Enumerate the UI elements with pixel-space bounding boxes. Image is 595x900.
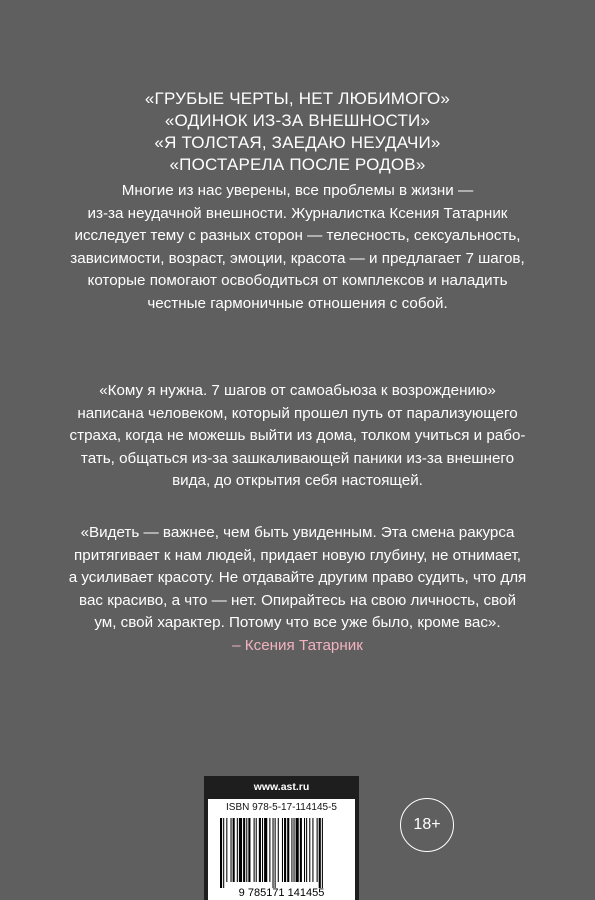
barcode-bar — [223, 818, 224, 888]
about-line: вида, до открытия себя настоящей. — [172, 472, 423, 489]
blurb-line: «ПОСТАРЕЛА ПОСЛЕ РОДОВ» — [169, 155, 426, 174]
barcode-label — [208, 799, 355, 900]
barcode-bar — [291, 818, 292, 882]
intro-paragraph — [0, 180, 595, 315]
barcode-bar — [246, 818, 247, 882]
quote-author: – Ксения Татарник — [232, 636, 363, 654]
barcode-bar — [287, 818, 289, 882]
quote-line: вас красиво, а что — нет. Опирайтесь на свою личность, свой — [79, 591, 516, 609]
about-line: тать, общаться из-за зашкаливающей паники из-за внешнего — [80, 449, 515, 467]
barcode-bar — [269, 818, 270, 882]
barcode-bar — [233, 818, 235, 882]
barcode-bar — [239, 818, 242, 882]
barcode-bar — [294, 818, 295, 882]
publisher-website: www.ast.ru — [253, 781, 310, 793]
intro-line: Многие из нас уверены, все проблемы в жизни — — [121, 182, 474, 199]
barcode-bar — [306, 818, 307, 882]
barcode-bar — [317, 818, 318, 882]
blurb-line: «ОДИНОК ИЗ-ЗА ВНЕШНОСТИ» — [164, 111, 431, 130]
barcode-bar — [300, 818, 302, 882]
barcode-bar — [248, 818, 250, 882]
barcode-bar — [237, 818, 238, 882]
barcode-bar — [278, 818, 279, 882]
barcode-bar — [284, 818, 286, 882]
barcode-bar — [243, 818, 245, 882]
blurb-quotes — [0, 88, 595, 176]
barcode-bar — [226, 818, 227, 882]
about-line: страха, когда не можешь выйти из дома, толком учиться и рабо- — [69, 427, 526, 444]
barcode-panel — [204, 776, 359, 900]
barcode-bar — [254, 818, 255, 882]
intro-line: честные гармоничные отношения с собой. — [147, 294, 448, 312]
about-line: написана человеком, который прошел путь от парализующего — [77, 404, 518, 422]
age-rating-label: 18+ — [413, 816, 441, 833]
author-quote — [0, 522, 595, 657]
barcode-bar — [275, 818, 276, 888]
barcode-bar — [322, 818, 323, 888]
about-paragraph — [0, 380, 595, 493]
blurb-line: «ГРУБЫЕ ЧЕРТЫ, НЕТ ЛЮБИМОГО» — [144, 89, 451, 108]
barcode-bar — [312, 818, 313, 882]
intro-line: зависимости, возраст, эмоции, красота — и предлагает 7 шагов, — [70, 249, 525, 267]
age-rating-badge — [400, 798, 454, 852]
barcode-bar — [304, 818, 305, 882]
barcode-bar — [259, 818, 261, 882]
barcode-digits: 9 785171 141455 — [238, 887, 325, 899]
barcode-bar — [309, 818, 310, 882]
barcode-bar — [231, 818, 232, 882]
isbn-text: ISBN 978-5-17-114145-5 — [226, 802, 337, 813]
barcode-bar — [264, 818, 267, 882]
barcode-bar — [262, 818, 263, 882]
quote-line: ум, свой характер. Потому что все уже было, кроме вас». — [94, 614, 501, 631]
quote-line: а усиливает красоту. Не отдавайте другим право судить, что для — [68, 569, 527, 586]
barcode-graphic — [208, 816, 355, 900]
barcode-bar — [296, 818, 299, 882]
quote-line: притягивает к нам людей, придает новую глубину, не отнимает, — [74, 546, 521, 564]
barcode-bar — [319, 818, 321, 888]
intro-line: исследует тему с разных сторон — телесность, сексуальность, — [74, 227, 521, 244]
barcode-bar — [282, 818, 283, 882]
barcode-bar — [256, 818, 257, 882]
intro-line: из-за неудачной внешности. Журналистка Ксения Татарник — [87, 204, 508, 222]
intro-line: которые помогают освободиться от комплексов и наладить — [87, 272, 508, 289]
barcode-bar — [220, 818, 222, 888]
barcode-bar — [273, 818, 274, 888]
about-line: «Кому я нужна. 7 шагов от самоабьюза к возрождению» — [99, 382, 496, 399]
blurb-line: «Я ТОЛСТАЯ, ЗАЕДАЮ НЕУДАЧИ» — [154, 133, 441, 152]
quote-line: «Видеть — важнее, чем быть увиденным. Эта смена ракурса — [80, 524, 515, 541]
